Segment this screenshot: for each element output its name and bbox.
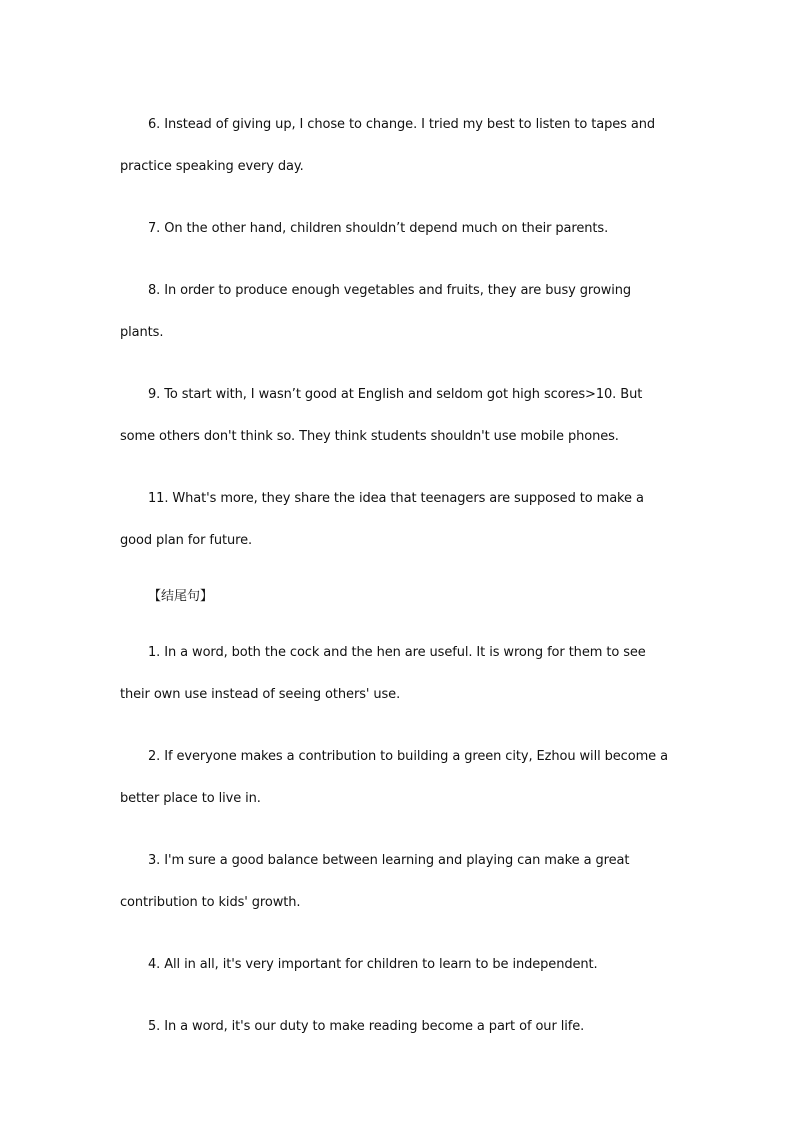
sentence-7: 7. On the other hand, children shouldn’t depend much on their parents. <box>148 221 609 236</box>
sentence-11: 11. What's more, they share the idea that teenagers are supposed to make a good plan for future. <box>120 491 644 548</box>
sentence-6: 6. Instead of giving up, I chose to change. I tried my best to listen to tapes and practice speaking every day. <box>120 117 655 174</box>
section-heading-ending-sentences: 【结尾句】 <box>148 589 214 604</box>
ending-sentence-3: 3. I'm sure a good balance between learning and playing can make a great contribution to kids' growth. <box>120 853 630 910</box>
sentence-8: 8. In order to produce enough vegetables and fruits, they are busy growing plants. <box>120 283 632 340</box>
ending-sentence-2: 2. If everyone makes a contribution to building a green city, Ezhou will become a better place to live in. <box>120 749 668 806</box>
document-body <box>120 104 670 1068</box>
ending-sentence-4: 4. All in all, it's very important for children to learn to be independent. <box>148 957 598 972</box>
ending-sentence-1: 1. In a word, both the cock and the hen are useful. It is wrong for them to see their own use instead of seeing others' use. <box>120 645 646 702</box>
ending-sentence-5: 5. In a word, it's our duty to make reading become a part of our life. <box>148 1019 585 1034</box>
sentence-9-10: 9. To start with, I wasn’t good at English and seldom got high scores>10. But some others don't think so. They think students shouldn't use mobile phones. <box>120 387 643 444</box>
